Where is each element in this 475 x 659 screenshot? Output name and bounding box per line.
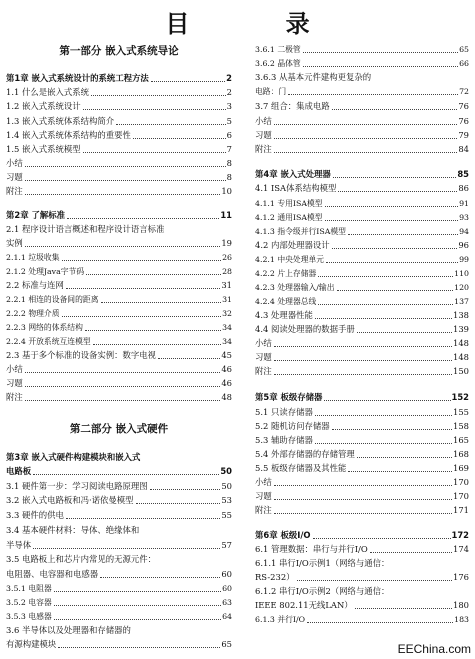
toc-entry-label: 5.1 只读存储器 (255, 407, 313, 417)
toc-chapter-entry (6, 210, 232, 221)
toc-entry (255, 449, 469, 460)
toc-page-number: 139 (453, 324, 469, 334)
toc-page-number: 31 (222, 295, 232, 304)
dot-leader (324, 400, 450, 401)
dot-leader (318, 304, 453, 305)
toc-entry-label: 3.3 硬件的供电 (6, 510, 64, 520)
toc-entry-label: 2.1.2 处理Java字节码 (6, 267, 85, 276)
toc-page-number: 55 (221, 510, 232, 520)
toc-entry (6, 172, 232, 183)
toc-entry (255, 407, 469, 418)
toc-entry (255, 366, 469, 377)
toc-entry-label: 1.5 嵌入式系统模型 (6, 144, 81, 154)
dot-leader (297, 580, 452, 581)
toc-entry (6, 597, 232, 608)
toc-page-number: 170 (453, 491, 469, 501)
toc-page-number: 50 (220, 466, 232, 476)
toc-page-number: 46 (221, 364, 232, 374)
toc-chapter-entry (255, 392, 469, 403)
toc-entry (6, 308, 232, 319)
toc-entry-label: 3.1 硬件第一步：学习阅读电路原理图 (6, 481, 148, 491)
toc-entry-label: 附注 (6, 392, 23, 402)
toc-entry-label: 小结 (6, 158, 23, 168)
toc-entry-label: 3.5.3 电感器 (6, 612, 52, 621)
toc-entry (6, 554, 232, 565)
dot-leader (133, 138, 226, 139)
dot-leader (151, 81, 225, 82)
toc-entry (6, 525, 232, 536)
toc-page-number: 152 (451, 392, 469, 402)
toc-page-number: 64 (222, 612, 232, 621)
toc-entry-label: 1.2 嵌入式系统设计 (6, 101, 81, 111)
toc-page-number: 76 (458, 116, 469, 126)
toc-entry-label: 3.6 半导体以及处理器和存储器的 (6, 625, 131, 635)
toc-entry-label: 3.5 电路板上和芯片内常见的无源元件： (6, 554, 156, 564)
dot-leader (370, 552, 452, 553)
toc-page-number: 28 (222, 267, 232, 276)
toc-entry (255, 421, 469, 432)
toc-chapter-entry (255, 169, 469, 180)
toc-entry (6, 186, 232, 197)
dot-leader (332, 248, 458, 249)
toc-entry (6, 540, 232, 551)
toc-entry (6, 336, 232, 347)
toc-entry-label: 4.2.3 处理器输入/输出 (255, 283, 335, 292)
toc-entry (255, 130, 469, 141)
toc-chapter-entry (6, 73, 232, 84)
dot-leader (348, 471, 452, 472)
toc-entry (255, 324, 469, 335)
toc-entry-label: 附注 (6, 186, 23, 196)
toc-page-number: 176 (453, 572, 469, 582)
toc-entry (255, 116, 469, 127)
dot-leader (326, 262, 458, 263)
dot-leader (274, 374, 452, 375)
toc-page-number: 171 (453, 505, 469, 515)
toc-entry-label: 习题 (6, 378, 23, 388)
toc-page-number: 93 (459, 213, 469, 222)
toc-page-number: 180 (453, 600, 469, 610)
toc-entry-label: 4.4 阅读处理器的数据手册 (255, 324, 355, 334)
toc-page-number: 85 (457, 169, 469, 179)
toc-entry (6, 639, 232, 650)
toc-entry-label: 3.6.3 从基本元件建构更复杂的 (255, 72, 372, 82)
toc-page-number: 138 (453, 310, 469, 320)
toc-entry (6, 510, 232, 521)
dot-leader (54, 619, 221, 620)
toc-page-number: 148 (453, 338, 469, 348)
dot-leader (54, 605, 221, 606)
toc-entry-label: 小结 (255, 116, 272, 126)
dot-leader (355, 608, 452, 609)
toc-entry-label: 习题 (255, 352, 272, 362)
toc-entry (255, 44, 469, 55)
toc-page-number: 148 (453, 352, 469, 362)
toc-entry (255, 212, 469, 223)
toc-entry (255, 254, 469, 265)
toc-entry-label: 电路板 (6, 466, 32, 476)
toc-entry (6, 294, 232, 305)
dot-leader (62, 260, 222, 261)
toc-entry (255, 491, 469, 502)
dot-leader (274, 513, 452, 514)
dot-leader (25, 386, 221, 387)
toc-entry-label: 4.2.1 中央处理单元 (255, 255, 325, 264)
toc-page-number: 170 (453, 477, 469, 487)
dot-leader (318, 276, 453, 277)
toc-entry-label: 第3章 嵌入式硬件构建模块和嵌入式 (6, 452, 141, 462)
toc-entry-label: 有源构建模块 (6, 639, 57, 649)
dot-leader (274, 124, 458, 125)
toc-page-number: 165 (453, 435, 469, 445)
toc-entry (6, 364, 232, 375)
toc-entry-label: 2.3 基于多个标准的设备实例：数字电视 (6, 350, 156, 360)
toc-page-number: 169 (453, 463, 469, 473)
dot-leader (83, 109, 226, 110)
toc-entry (255, 86, 469, 97)
toc-page-number: 120 (454, 283, 469, 292)
toc-entry-label: 第5章 板级存储器 (255, 392, 323, 402)
dot-leader (66, 288, 220, 289)
toc-page-number: 137 (454, 297, 469, 306)
toc-page-number: 150 (453, 366, 469, 376)
dot-leader (83, 152, 226, 153)
toc-page-number: 72 (459, 87, 469, 96)
toc-entry-label: 4.3 处理器性能 (255, 310, 313, 320)
toc-page-number: 6 (226, 130, 232, 140)
toc-entry-label: 2.2 标准与连网 (6, 280, 64, 290)
toc-entry (255, 338, 469, 349)
toc-page-number: 45 (221, 350, 232, 360)
toc-entry (255, 72, 469, 83)
dot-leader (25, 372, 221, 373)
toc-entry (6, 280, 232, 291)
toc-page-number: 5 (226, 116, 232, 126)
toc-page-number: 91 (459, 199, 469, 208)
toc-page-number: 158 (453, 421, 469, 431)
dot-leader (158, 358, 220, 359)
toc-page-number: 3 (226, 101, 232, 111)
toc-page-number: 65 (221, 639, 232, 649)
toc-entry (255, 572, 469, 583)
dot-leader (116, 124, 226, 125)
toc-entry (255, 198, 469, 209)
toc-entry (6, 87, 232, 98)
toc-entry-label: 附注 (255, 505, 272, 515)
toc-page-number: 79 (458, 130, 469, 140)
dot-leader (325, 206, 459, 207)
toc-entry-label: 3.5.1 电阻器 (6, 584, 52, 593)
toc-page-number: 46 (221, 378, 232, 388)
toc-entry (6, 116, 232, 127)
dot-leader (348, 234, 458, 235)
toc-entry (255, 463, 469, 474)
toc-entry (255, 310, 469, 321)
toc-chapter-entry (6, 452, 232, 463)
toc-page-number: 48 (221, 392, 232, 402)
toc-entry (255, 58, 469, 69)
toc-entry (6, 101, 232, 112)
toc-page-number: 183 (454, 615, 469, 624)
toc-entry (255, 600, 469, 611)
toc-entry-label: 2.2.2 物理介质 (6, 309, 60, 318)
toc-entry (255, 435, 469, 446)
dot-leader (136, 503, 221, 504)
toc-entry-label: 小结 (6, 364, 23, 374)
toc-entry-label: IEEE 802.11无线LAN） (255, 600, 353, 610)
toc-entry (6, 252, 232, 263)
dot-leader (93, 344, 221, 345)
toc-entry-label: 4.1.3 指令级并行ISA模型 (255, 227, 346, 236)
toc-page-number: 168 (453, 449, 469, 459)
toc-page-number: 34 (222, 337, 232, 346)
toc-page-number: 53 (221, 495, 232, 505)
toc-entry (255, 544, 469, 555)
toc-entry (6, 378, 232, 389)
toc-entry-label: 3.5.2 电容器 (6, 598, 52, 607)
toc-entry-label: 3.6.2 晶体管 (255, 59, 301, 68)
toc-entry-label: 4.2 内部处理器设计 (255, 240, 330, 250)
dot-leader (33, 474, 219, 475)
dot-leader (25, 194, 221, 195)
toc-page-number: 63 (222, 598, 232, 607)
dot-leader (307, 622, 453, 623)
toc-page-number: 11 (220, 210, 232, 220)
toc-entry-label: 5.2 随机访问存储器 (255, 421, 330, 431)
toc-page-number: 10 (221, 186, 232, 196)
dot-leader (100, 577, 220, 578)
dot-leader (25, 246, 221, 247)
toc-entry-label: 习题 (255, 130, 272, 140)
dot-leader (315, 318, 452, 319)
toc-entry-label: 2.1.1 垃圾收集 (6, 253, 60, 262)
toc-entry (6, 350, 232, 361)
toc-entry (6, 322, 232, 333)
dot-leader (337, 290, 454, 291)
dot-leader (288, 94, 458, 95)
toc-page-number: 84 (458, 144, 469, 154)
toc-entry-label: 5.3 辅助存储器 (255, 435, 313, 445)
dot-leader (274, 346, 452, 347)
dot-leader (25, 166, 226, 167)
dot-leader (338, 191, 457, 192)
toc-entry (255, 282, 469, 293)
dot-leader (274, 152, 458, 153)
toc-entry (255, 183, 469, 194)
toc-page-number: 34 (222, 323, 232, 332)
dot-leader (315, 415, 452, 416)
dot-leader (101, 302, 222, 303)
toc-entry-label: 第1章 嵌入式系统设计的系统工程方法 (6, 73, 149, 83)
dot-leader (357, 457, 452, 458)
toc-entry (6, 625, 232, 636)
toc-entry (255, 144, 469, 155)
toc-entry (255, 505, 469, 516)
toc-entry (6, 144, 232, 155)
toc-entry-label: 附注 (255, 144, 272, 154)
dot-leader (67, 218, 219, 219)
toc-entry-label: 6.1.2 串行I/O示例2（网络与通信： (255, 586, 390, 596)
toc-entry-label: 小结 (255, 338, 272, 348)
dot-leader (54, 591, 221, 592)
toc-page-number: 50 (221, 481, 232, 491)
dot-leader (25, 180, 226, 181)
toc-chapter-entry (6, 466, 232, 477)
toc-page-number: 66 (459, 59, 469, 68)
dot-leader (274, 138, 458, 139)
toc-page-number: 94 (459, 227, 469, 236)
toc-entry-label: 4.1.2 通用ISA模型 (255, 213, 323, 222)
toc-entry (255, 240, 469, 251)
dot-leader (303, 66, 458, 67)
toc-page-number: 155 (453, 407, 469, 417)
toc-entry (6, 583, 232, 594)
toc-entry-label: 5.4 外部存储器的存储管理 (255, 449, 355, 459)
toc-page-number: 8 (226, 172, 232, 182)
dot-leader (332, 429, 452, 430)
toc-entry (255, 586, 469, 597)
dot-leader (274, 485, 452, 486)
toc-entry (255, 296, 469, 307)
toc-page-number: 57 (221, 540, 232, 550)
toc-entry (255, 558, 469, 569)
dot-leader (150, 489, 221, 490)
toc-entry-label: 1.4 嵌入式系统体系结构的重要性 (6, 130, 131, 140)
dot-leader (357, 332, 452, 333)
toc-entry-label: 6.1 管理数据：串行与并行I/O (255, 544, 368, 554)
toc-entry-label: 半导体 (6, 540, 32, 550)
toc-entry (255, 477, 469, 488)
toc-entry (6, 611, 232, 622)
toc-entry-label: 4.2.4 处理器总线 (255, 297, 317, 306)
toc-page-number: 31 (221, 280, 232, 290)
toc-page-number: 19 (221, 238, 232, 248)
toc-entry-label: 第4章 嵌入式处理器 (255, 169, 331, 179)
toc-entry-label: 4.2.2 片上存储器 (255, 269, 317, 278)
toc-page-number: 2 (226, 73, 232, 83)
toc-entry-label: 小结 (255, 477, 272, 487)
dot-leader (62, 316, 222, 317)
dot-leader (58, 647, 220, 648)
page-title: 目 录 (165, 10, 354, 38)
toc-entry-label: 习题 (255, 491, 272, 501)
toc-page-number: 32 (222, 309, 232, 318)
toc-page-number: 99 (459, 255, 469, 264)
dot-leader (315, 443, 452, 444)
toc-entry (6, 481, 232, 492)
toc-entry (255, 614, 469, 625)
toc-entry-label: 6.1.3 并行I/O (255, 615, 306, 624)
toc-entry-label: 3.7 组合：集成电路 (255, 101, 330, 111)
dot-leader (303, 52, 458, 53)
toc-page-number: 110 (454, 269, 469, 278)
toc-entry (6, 266, 232, 277)
toc-entry-label: 电阻器、电容器和电感器 (6, 569, 99, 579)
toc-entry (6, 569, 232, 580)
toc-page-number: 76 (458, 101, 469, 111)
toc-page-number: 174 (453, 544, 469, 554)
toc-entry (255, 226, 469, 237)
dot-leader (274, 499, 452, 500)
toc-entry-label: 4.1.1 专用ISA模型 (255, 199, 323, 208)
toc-page-number: 7 (226, 144, 232, 154)
toc-entry-label: 第2章 了解标准 (6, 210, 65, 220)
dot-leader (313, 538, 451, 539)
dot-leader (66, 518, 220, 519)
toc-entry (255, 352, 469, 363)
dot-leader (85, 330, 221, 331)
toc-entry (255, 268, 469, 279)
toc-entry-label: 3.4 基本硬件材料：导体、绝缘体和 (6, 525, 140, 535)
toc-entry-label: 5.5 板级存储器及其性能 (255, 463, 347, 473)
toc-entry (6, 238, 232, 249)
dot-leader (332, 109, 458, 110)
toc-page-number: 2 (226, 87, 232, 97)
toc-entry-label: 2.1 程序设计语言概述和程序设计语言标准 (6, 224, 165, 234)
toc-page-number: 60 (221, 569, 232, 579)
toc-entry-label: 实例 (6, 238, 23, 248)
toc-page-number: 8 (226, 158, 232, 168)
toc-entry-label: 4.1 ISA体系结构模型 (255, 183, 337, 193)
toc-entry-label: 习题 (6, 172, 23, 182)
toc-page-number: 60 (222, 584, 232, 593)
toc-chapter-entry (255, 530, 469, 541)
toc-page-number: 65 (459, 45, 469, 54)
toc-page-number: 96 (458, 240, 469, 250)
part-heading: 第二部分 嵌入式硬件 (69, 423, 169, 435)
toc-entry (255, 101, 469, 112)
toc-entry-label: 电路：门 (255, 87, 287, 96)
toc-entry (6, 224, 232, 235)
toc-entry-label: RS-232） (255, 572, 295, 582)
toc-entry-label: 附注 (255, 366, 272, 376)
toc-entry-label: 3.2 嵌入式电路板和冯·诺依曼模型 (6, 495, 134, 505)
toc-page-number: 172 (451, 530, 469, 540)
dot-leader (274, 360, 452, 361)
toc-page-number: 86 (458, 183, 469, 193)
toc-entry-label: 2.2.3 网络的体系结构 (6, 323, 83, 332)
dot-leader (25, 400, 221, 401)
toc-entry-label: 第6章 板级I/O (255, 530, 311, 540)
watermark: EEChina.com (397, 642, 471, 656)
dot-leader (333, 177, 457, 178)
toc-entry-label: 6.1.1 串行I/O示例1（网络与通信： (255, 558, 390, 568)
toc-entry-label: 1.1 什么是嵌入式系统 (6, 87, 89, 97)
dot-leader (91, 95, 226, 96)
toc-entry-label: 3.6.1 二极管 (255, 45, 301, 54)
dot-leader (86, 274, 221, 275)
toc-entry-label: 1.3 嵌入式系统体系结构简介 (6, 116, 115, 126)
toc-entry (6, 495, 232, 506)
dot-leader (33, 548, 220, 549)
toc-entry (6, 158, 232, 169)
toc-entry (6, 130, 232, 141)
toc-entry (6, 392, 232, 403)
toc-entry-label: 2.2.4 开放系统互连模型 (6, 337, 91, 346)
toc-entry-label: 2.2.1 相连的设备间的距离 (6, 295, 99, 304)
part-heading: 第一部分 嵌入式系统导论 (59, 45, 179, 57)
dot-leader (325, 220, 459, 221)
toc-page-number: 26 (222, 253, 232, 262)
